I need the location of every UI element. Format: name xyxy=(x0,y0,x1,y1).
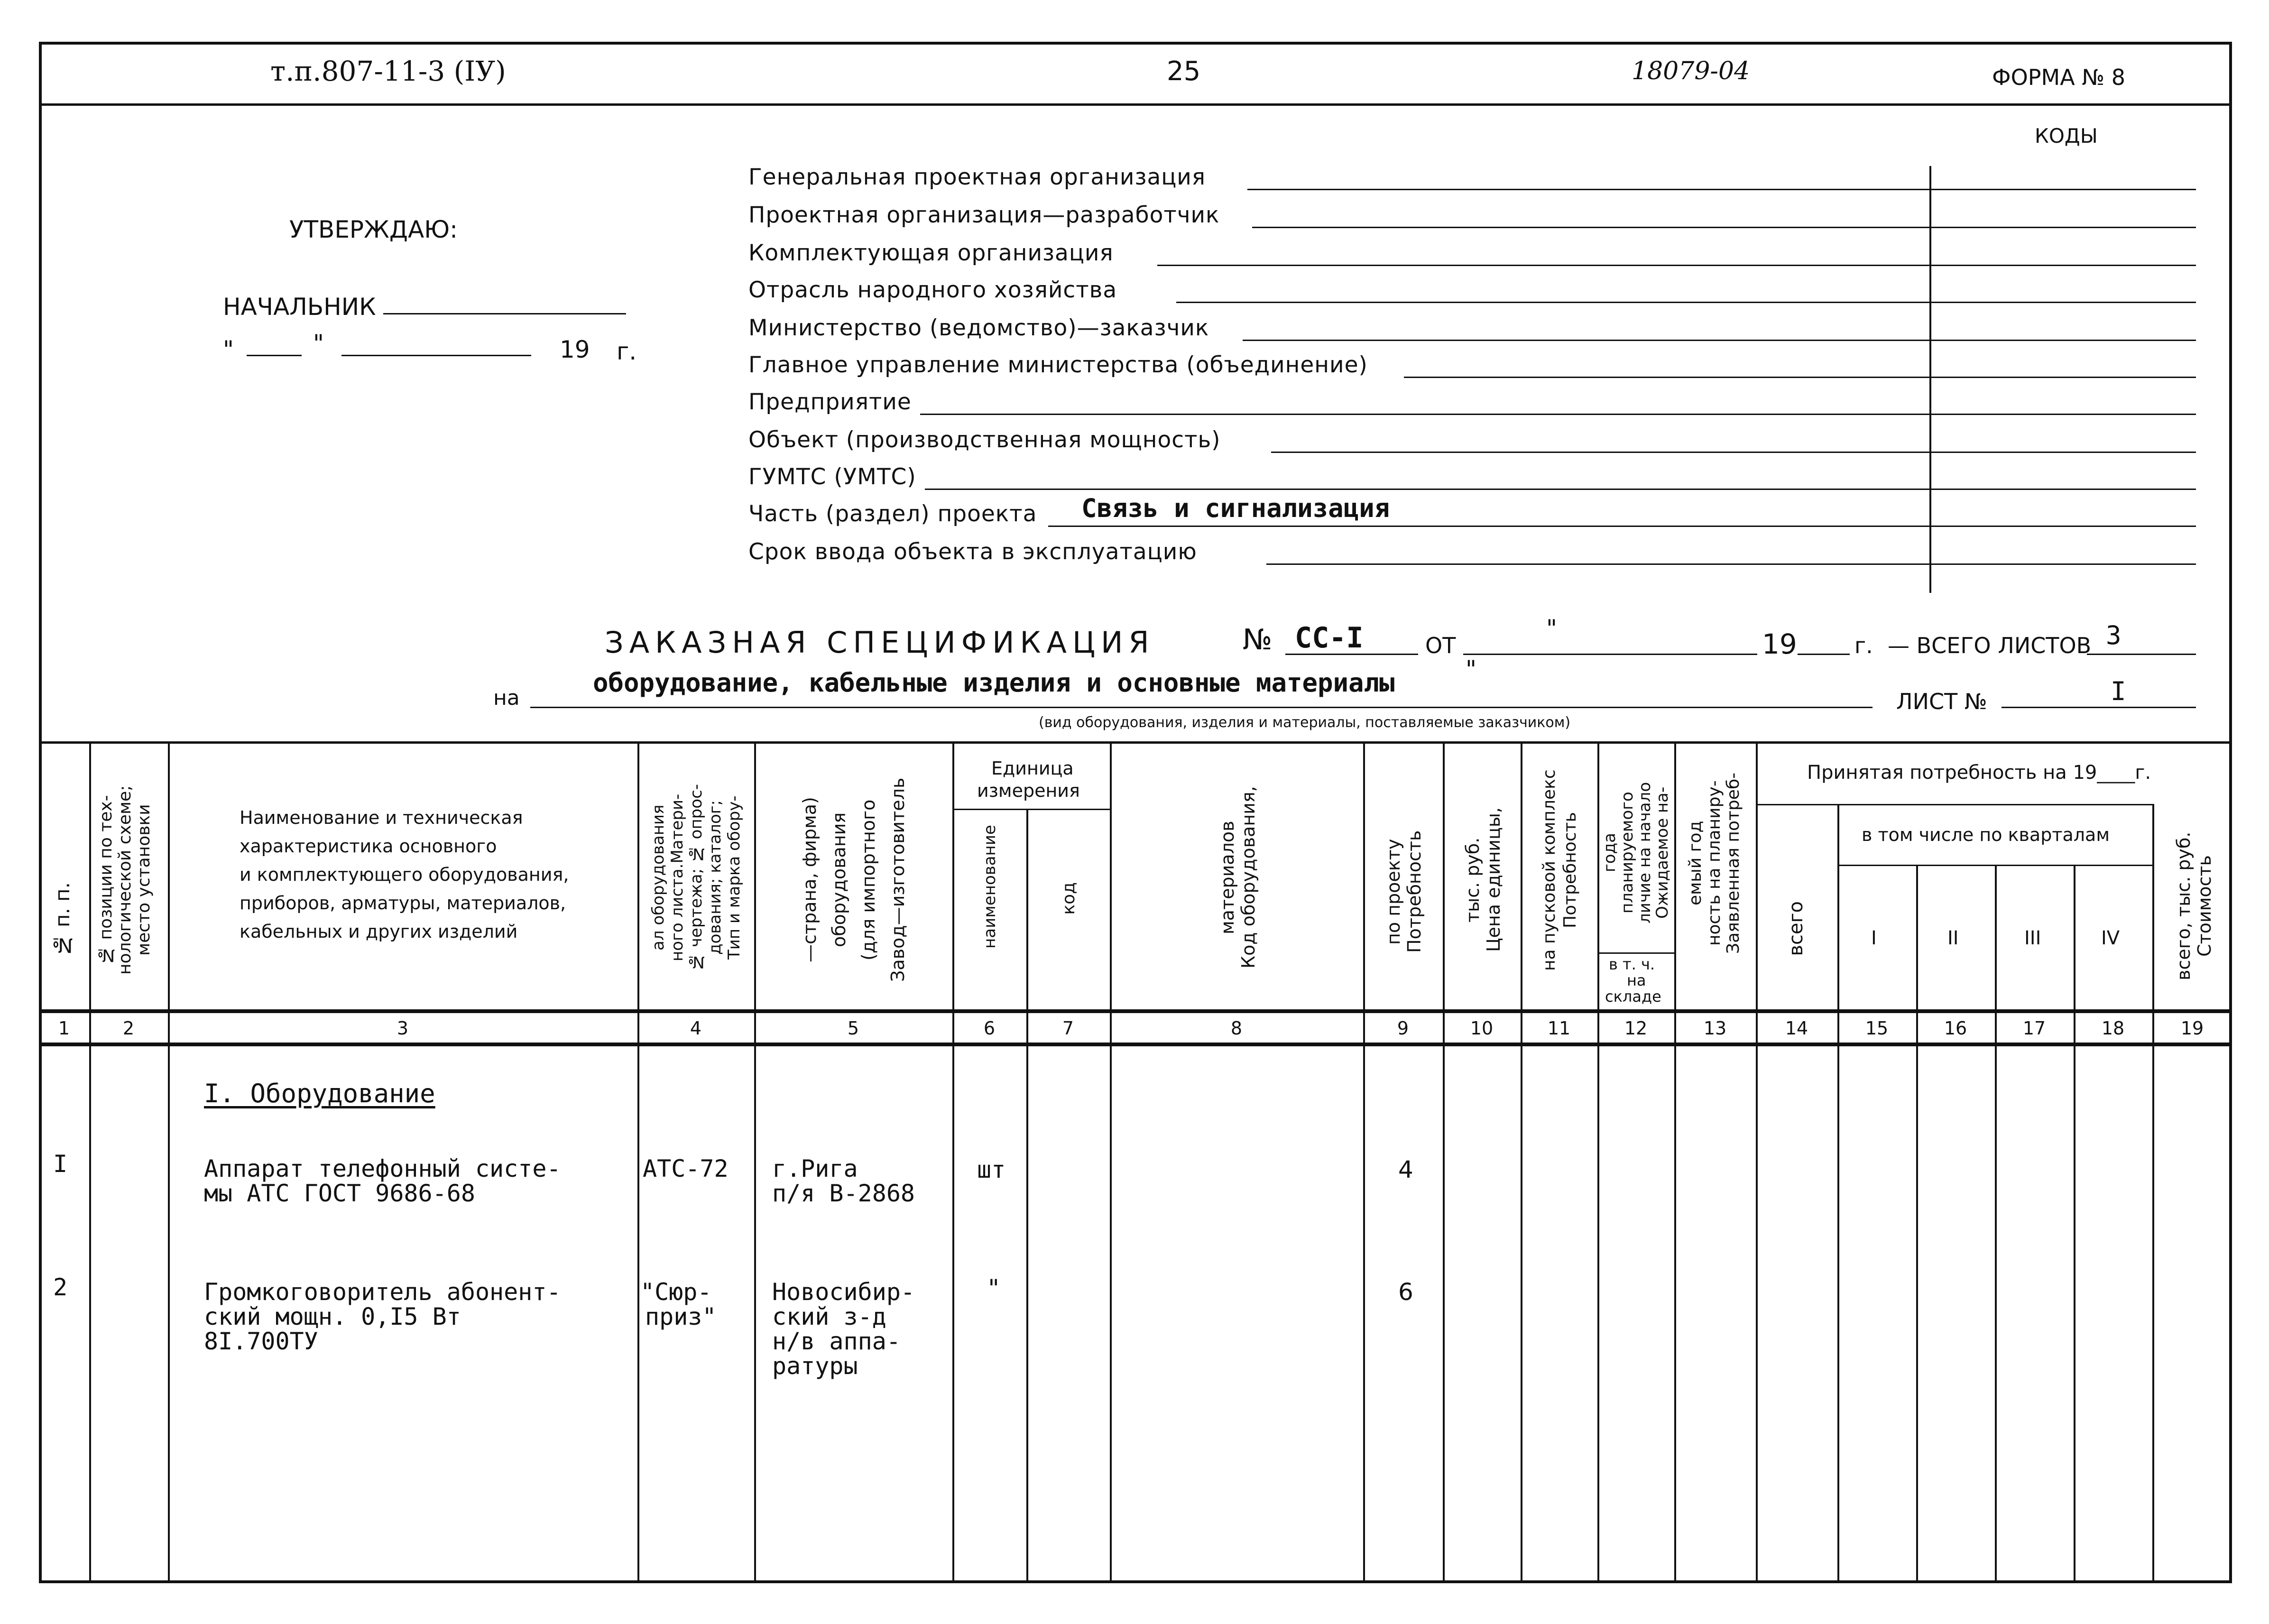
header-col-3-line: и комплектующего оборудования, xyxy=(240,864,569,885)
header-col-9 xyxy=(1375,816,1432,968)
header-col-18: IV xyxy=(2101,927,2120,949)
org-label-developer: Проектная организация—разработчик xyxy=(748,202,1220,228)
header-col-5-line: Завод—изготовитель xyxy=(887,777,908,982)
column-number: 8 xyxy=(1230,1018,1243,1039)
col-divider-14 xyxy=(1837,804,1839,1583)
header-col-11 xyxy=(1529,757,1591,984)
spec-year-suffix: г. xyxy=(1854,633,1873,658)
sheet-number-label: ЛИСТ № xyxy=(1896,689,1987,714)
col-divider-10 xyxy=(1521,741,1522,1583)
header-col-12-sub-2: на xyxy=(1627,971,1646,989)
row-maker-line: Новосибир- xyxy=(772,1278,915,1306)
header-col-12 xyxy=(1601,759,1671,946)
header-col-4-line: ал оборудования xyxy=(649,804,668,950)
column-number: 6 xyxy=(983,1018,996,1039)
row-type-line: приз" xyxy=(645,1303,717,1330)
row-maker-line: н/в аппа- xyxy=(772,1328,901,1355)
org-line-industry[interactable] xyxy=(1176,302,2196,303)
row-maker-line: п/я В-2868 xyxy=(772,1180,915,1207)
org-label-complete: Комплектующая организация xyxy=(748,240,1114,266)
org-line-general[interactable] xyxy=(1247,189,2196,190)
spec-on-line[interactable] xyxy=(530,707,1872,708)
org-label-ministry: Министерство (ведомство)—заказчик xyxy=(748,315,1209,341)
org-line-developer[interactable] xyxy=(1252,227,2196,228)
column-number: 18 xyxy=(2101,1018,2125,1039)
header-col-5-line: (для импортного xyxy=(858,799,879,960)
org-line-gumts[interactable] xyxy=(925,489,2196,490)
org-line-ministry[interactable] xyxy=(1243,340,2196,341)
total-sheets-label: — ВСЕГО ЛИСТОВ xyxy=(1888,633,2092,658)
header-col-13 xyxy=(1679,754,1750,972)
table-header-bottom-line xyxy=(39,1009,2232,1013)
header-col-10-line: Цена единицы, xyxy=(1483,807,1504,952)
org-line-object[interactable] xyxy=(1271,452,2196,453)
spec-quote-open: " xyxy=(1546,615,1557,642)
header-col-17: III xyxy=(2024,927,2041,949)
sheet-number-value: I xyxy=(2111,676,2126,706)
header-unit-line2: измерения xyxy=(977,780,1080,801)
column-number: 1 xyxy=(58,1018,70,1039)
org-label-general: Генеральная проектная организация xyxy=(748,164,1206,190)
header-col-4-line: № чертежа; № опрос- xyxy=(687,784,706,971)
header-col-3-line: характеристика основного xyxy=(240,836,497,857)
spec-year-line[interactable] xyxy=(1798,654,1850,655)
row-name-line: Аппарат телефонный систе- xyxy=(204,1155,561,1182)
header-col-13-line: емый год xyxy=(1686,821,1705,906)
col-divider-1 xyxy=(89,741,91,1583)
header-col-9-line: Потребность xyxy=(1404,830,1425,953)
row-maker-line: г.Рига xyxy=(772,1155,858,1182)
col-divider-15 xyxy=(1916,865,1918,1583)
date-day-line xyxy=(247,355,302,356)
row-name-line: Громкоговоритель абонент- xyxy=(204,1278,561,1306)
col-divider-12 xyxy=(1674,741,1676,1583)
col-divider-9 xyxy=(1443,741,1445,1583)
column-number: 14 xyxy=(1785,1018,1808,1039)
header-col-5-line: —страна, фирма) xyxy=(799,797,820,963)
section-heading xyxy=(204,1081,435,1106)
column-number: 15 xyxy=(1865,1018,1889,1039)
total-sheets-value: 3 xyxy=(2106,620,2121,650)
column-number: 5 xyxy=(847,1018,859,1039)
org-line-enterprise[interactable] xyxy=(920,414,2196,415)
col-divider-6 xyxy=(1026,809,1028,1583)
col-divider-5 xyxy=(952,741,954,1583)
spec-no-value: СС-I xyxy=(1295,621,1364,655)
row-type-line: "Сюр- xyxy=(640,1278,712,1306)
date-year: 19 xyxy=(560,336,590,363)
header-col-15: I xyxy=(1871,927,1877,949)
header-col-13-line: ность на планиру- xyxy=(1705,780,1724,946)
spec-date-line[interactable] xyxy=(1463,654,1757,655)
column-number: 19 xyxy=(2180,1018,2204,1039)
document-code: т.п.807-11-3 (IУ) xyxy=(270,55,506,87)
header-col-10 xyxy=(1452,797,1514,963)
header-col-12-line: года xyxy=(1600,833,1619,873)
col-divider-2 xyxy=(168,741,170,1583)
header-col-3-line: Наименование и техническая xyxy=(240,807,523,828)
stock-subheader-line xyxy=(1597,952,1674,954)
header-quarters: в том числе по кварталам xyxy=(1862,824,2110,845)
org-label-gumts: ГУМТС (УМТС) xyxy=(748,464,916,490)
spec-quote-close: " xyxy=(1466,655,1476,683)
form-number: ФОРМА № 8 xyxy=(1992,65,2126,90)
row-name-line: 8I.700ТУ xyxy=(204,1328,318,1355)
header-col-11-line: Потребность xyxy=(1560,812,1580,929)
sheet-number-line[interactable] xyxy=(2002,707,2196,708)
header-col-4-line: ного листа.Матери- xyxy=(668,794,687,961)
col-divider-13 xyxy=(1756,741,1758,1583)
header-col-7: код xyxy=(1059,882,1079,915)
header-col-14: всего xyxy=(1785,901,1807,956)
col-divider-7 xyxy=(1110,741,1112,1583)
header-col-16: II xyxy=(1947,927,1959,949)
column-number: 3 xyxy=(397,1018,409,1039)
column-number: 2 xyxy=(122,1018,135,1039)
org-line-main-dept[interactable] xyxy=(1404,377,2196,378)
header-col-12-sub-3: складе xyxy=(1605,987,1661,1006)
header-col-2: № позиции по тех-нологической схеме; место установки xyxy=(96,785,154,975)
spec-on-label: на xyxy=(493,686,520,710)
header-col-4 xyxy=(641,749,751,1006)
archive-number: 18079-04 xyxy=(1632,57,1750,85)
chief-label: НАЧАЛЬНИК xyxy=(223,293,376,321)
row-unit: " xyxy=(987,1274,1001,1302)
row-maker-line: ский з-д xyxy=(772,1303,886,1330)
date-quote-close: " xyxy=(313,330,324,357)
header-col-11-line: на пусковой комплекс xyxy=(1540,769,1559,971)
row-name-line: ский мощн. 0,I5 Вт xyxy=(204,1303,461,1330)
spec-from-label: ОТ xyxy=(1425,633,1456,658)
header-col-12-line: личие на начало xyxy=(1635,782,1654,923)
row-quantity: 6 xyxy=(1398,1278,1413,1306)
header-col-8-line: материалов xyxy=(1217,821,1238,934)
col-divider-16 xyxy=(1995,865,1997,1583)
column-number: 11 xyxy=(1547,1018,1571,1039)
column-number: 16 xyxy=(1944,1018,1967,1039)
header-col-4-line: Тип и марка обору- xyxy=(725,795,744,960)
header-col-19 xyxy=(2161,816,2227,996)
header-col-3-line: кабельных и других изделий xyxy=(240,921,518,942)
column-number: 4 xyxy=(690,1018,702,1039)
org-label-object: Объект (производственная мощность) xyxy=(748,427,1221,453)
table-numbers-bottom-line xyxy=(39,1043,2232,1046)
header-col-6: наименование xyxy=(980,825,999,949)
header-col-5 xyxy=(764,768,944,991)
column-number: 10 xyxy=(1470,1018,1494,1039)
row-quantity: 4 xyxy=(1398,1156,1413,1183)
col-divider-18 xyxy=(2152,804,2154,1583)
column-number: 12 xyxy=(1624,1018,1648,1039)
org-label-deadline: Срок ввода объекта в эксплуатацию xyxy=(748,539,1197,565)
table-top-line xyxy=(39,741,2232,744)
top-strip-divider xyxy=(39,103,2232,106)
header-col-19-line: Стоимость xyxy=(2194,855,2215,957)
spec-no-label: № xyxy=(1243,623,1273,656)
column-number: 17 xyxy=(2022,1018,2046,1039)
row-maker-line: ратуры xyxy=(772,1352,858,1380)
header-accepted: Принятая потребность на 19____г. xyxy=(1807,762,2151,784)
section-heading-text: I. Оборудование xyxy=(204,1079,435,1108)
column-number: 13 xyxy=(1703,1018,1727,1039)
header-col-8-line: Код оборудования, xyxy=(1238,786,1259,969)
org-label-industry: Отрасль народного хозяйства xyxy=(748,277,1117,303)
header-col-5-line: оборудования xyxy=(829,812,849,948)
header-col-9-line: по проекту xyxy=(1383,839,1404,945)
row-unit: шт xyxy=(977,1156,1006,1183)
spec-subtitle: (вид оборудования, изделия и материалы, поставляемые заказчиком) xyxy=(1039,714,1571,731)
header-col-3-line: приборов, арматуры, материалов, xyxy=(240,893,566,914)
header-col-10-line: тыс. руб. xyxy=(1462,837,1483,923)
page-number: 25 xyxy=(1167,56,1201,87)
org-line-complete[interactable] xyxy=(1157,265,2196,266)
header-col-12-sub-1: в т. ч. xyxy=(1609,955,1655,973)
spec-title: ЗАКАЗНАЯ СПЕЦИФИКАЦИЯ xyxy=(605,625,1155,660)
col-divider-3 xyxy=(637,741,639,1583)
header-unit-line1: Единица xyxy=(991,758,1074,779)
project-part-value: Связь и сигнализация xyxy=(1081,493,1390,523)
approve-label: УТВЕРЖДАЮ: xyxy=(289,216,458,243)
org-line-deadline[interactable] xyxy=(1266,563,2196,565)
header-col-8 xyxy=(1205,778,1271,977)
unit-subheader-line xyxy=(952,809,1110,810)
org-label-enterprise: Предприятие xyxy=(748,389,912,415)
row-number: 2 xyxy=(53,1273,68,1301)
spec-no-line[interactable] xyxy=(1285,654,1418,655)
header-col-1: № п. п. xyxy=(51,882,74,957)
chief-signature-line xyxy=(383,313,626,314)
col-divider-4 xyxy=(754,741,756,1583)
col-divider-11 xyxy=(1597,741,1599,1583)
row-number: I xyxy=(53,1150,68,1178)
header-col-4-line: дования; каталог; xyxy=(706,800,725,955)
header-col-12-line: Ожидаемое на- xyxy=(1653,786,1672,919)
column-number: 9 xyxy=(1397,1018,1409,1039)
accepted-subheader-line xyxy=(1756,804,2152,805)
total-sheets-line[interactable] xyxy=(2087,654,2196,655)
header-col-13-line: Заявленная потреб- xyxy=(1724,772,1743,954)
row-name-line: мы АТС ГОСТ 9686-68 xyxy=(204,1180,475,1207)
spec-year: 19 xyxy=(1762,628,1797,660)
row-type: АТС-72 xyxy=(643,1155,729,1182)
header-col-19-line: всего, тыс. руб. xyxy=(2173,831,2194,980)
date-month-line xyxy=(341,355,531,356)
org-label-project-part: Часть (раздел) проекта xyxy=(748,501,1037,527)
col-divider-8 xyxy=(1363,741,1365,1583)
date-quote-open: " xyxy=(223,336,234,363)
header-col-12-line: планируемого xyxy=(1618,792,1637,914)
codes-column-divider xyxy=(1929,166,1931,593)
org-line-project-part[interactable] xyxy=(1048,526,2196,527)
column-number: 7 xyxy=(1062,1018,1074,1039)
codes-label: КОДЫ xyxy=(2035,124,2098,148)
col-divider-17 xyxy=(2074,865,2075,1583)
spec-on-value: оборудование, кабельные изделия и основные материалы xyxy=(593,668,1395,698)
org-label-main-dept: Главное управление министерства (объединение) xyxy=(748,352,1368,378)
date-year-suffix: г. xyxy=(617,338,637,365)
